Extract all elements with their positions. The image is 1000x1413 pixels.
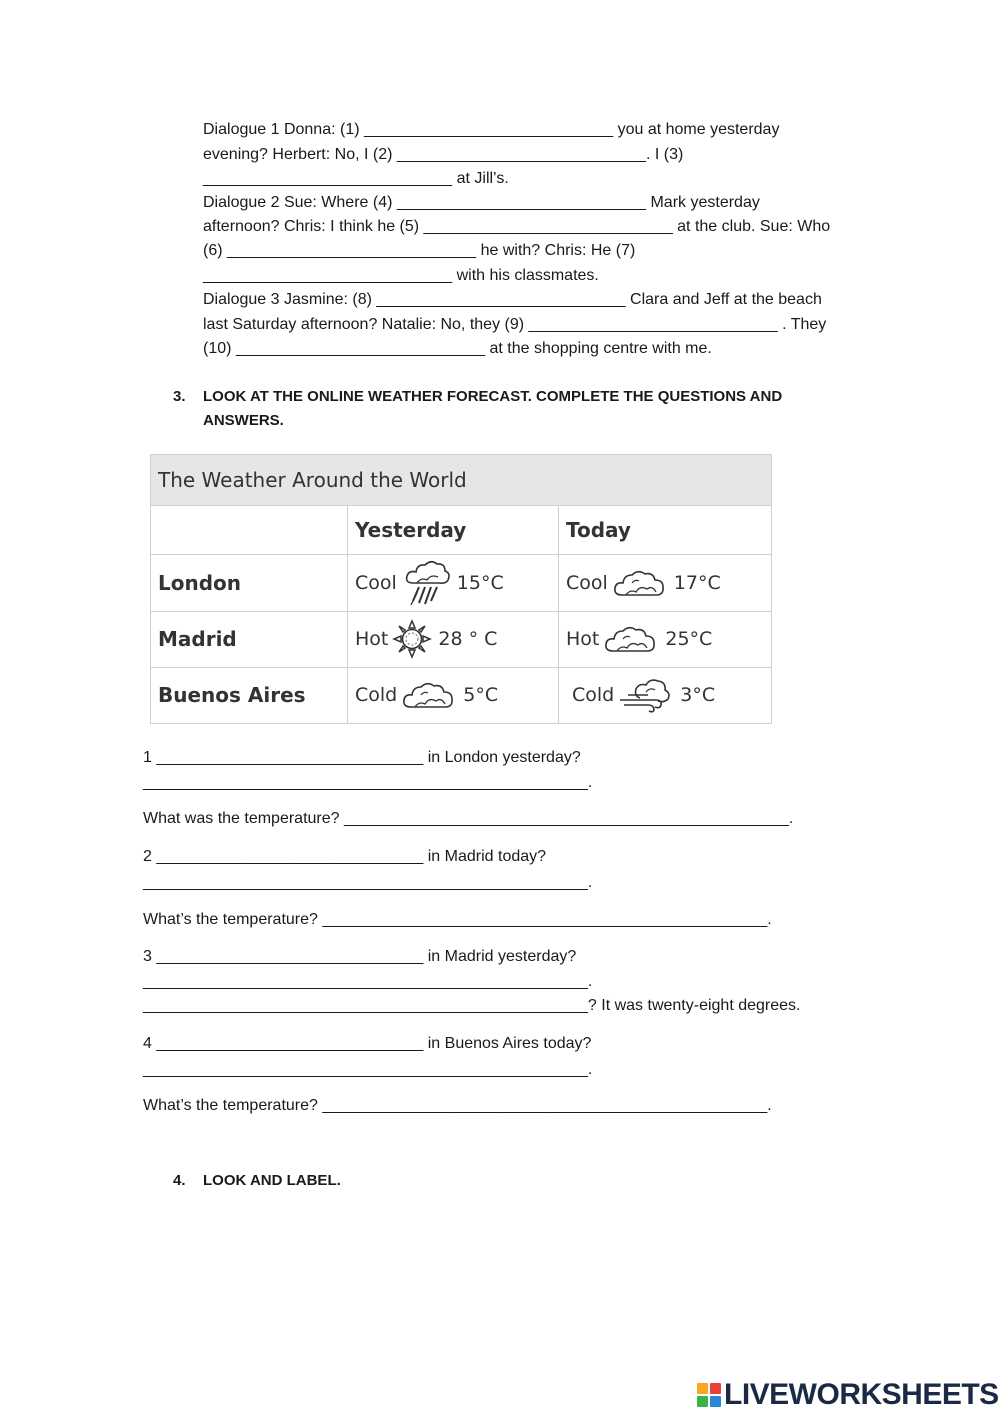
table-title: The Weather Around the World — [151, 455, 772, 506]
condition-label: Cold — [572, 684, 615, 707]
question-3: 3 ______________________________ in Madrid yesterday? — [143, 948, 577, 965]
dialogue-line: evening? Herbert: No, I (2) ____________________________. I (3) — [203, 146, 684, 163]
liveworksheets-logo — [697, 1378, 999, 1412]
city-buenos-aires: Buenos Aires — [151, 667, 348, 723]
condition-label: Hot — [355, 628, 389, 651]
table-row — [151, 611, 772, 667]
header-blank — [151, 506, 348, 555]
city-madrid: Madrid — [151, 611, 348, 667]
condition-label: Cool — [566, 571, 608, 594]
temperature-label: 15°C — [456, 571, 504, 594]
question-2: 2 ______________________________ in Madrid today? — [143, 848, 547, 865]
condition-label: Cool — [355, 571, 397, 594]
cloud-icon — [603, 621, 659, 657]
question-1: 1 ______________________________ in London yesterday? — [143, 749, 581, 766]
weather-cell — [348, 611, 559, 667]
cloud-icon — [612, 565, 668, 601]
wind-cloud-icon — [618, 676, 674, 714]
cloud-icon — [401, 677, 457, 713]
weather-cell — [559, 611, 772, 667]
dialogue-line: last Saturday afternoon? Natalie: No, they (9) ____________________________ . They — [203, 316, 827, 333]
weather-cell — [348, 555, 559, 611]
temperature-question-4: What’s the temperature? __________________________________________________. — [143, 1097, 772, 1114]
section-3-title-cont: ANSWERS. — [203, 412, 284, 429]
temperature-label: 5°C — [463, 684, 499, 707]
temperature-label: 28 ° C — [438, 628, 498, 651]
dialogue-line: ____________________________ with his classmates. — [203, 267, 599, 284]
condition-label: Hot — [566, 628, 600, 651]
header-yesterday: Yesterday — [348, 506, 559, 555]
section-4-number: 4. — [173, 1172, 186, 1189]
answer-4: __________________________________________________. — [143, 1061, 593, 1078]
question-4: 4 ______________________________ in Buenos Aires today? — [143, 1035, 592, 1052]
dialogue-line: afternoon? Chris: I think he (5) ____________________________ at the club. Sue: Who — [203, 218, 831, 235]
temperature-label: 17°C — [673, 571, 721, 594]
table-row — [151, 667, 772, 723]
dialogue-line: Dialogue 3 Jasmine: (8) ____________________________ Clara and Jeff at the beach — [203, 291, 822, 308]
weather-cell — [559, 667, 772, 723]
logo-text: LIVEWORKSHEETS — [724, 1378, 999, 1411]
logo-mark-icon — [697, 1383, 721, 1407]
temperature-label: 25°C — [665, 628, 713, 651]
weather-table — [150, 454, 772, 724]
city-london: London — [151, 555, 348, 611]
temperature-question-1: What was the temperature? __________________________________________________. — [143, 810, 794, 827]
weather-cell — [559, 555, 772, 611]
dialogue-line: (6) ____________________________ he with? Chris: He (7) — [203, 242, 636, 259]
sun-icon — [392, 619, 432, 659]
dialogue-line: Dialogue 2 Sue: Where (4) ____________________________ Mark yesterday — [203, 194, 760, 211]
answer-2: __________________________________________________. — [143, 874, 593, 891]
cloud-rain-icon — [401, 557, 451, 609]
dialogue-line: Dialogue 1 Donna: (1) ____________________________ you at home yesterday — [203, 121, 780, 138]
weather-cell — [348, 667, 559, 723]
header-today: Today — [559, 506, 772, 555]
table-row — [151, 555, 772, 611]
answer-3: __________________________________________________. — [143, 973, 593, 990]
section-3-number: 3. — [173, 388, 186, 405]
section-3-title: LOOK AT THE ONLINE WEATHER FORECAST. COMPLETE THE QUESTIONS AND — [203, 388, 783, 405]
dialogue-line: ____________________________ at Jill’s. — [203, 170, 509, 187]
section-4-title: LOOK AND LABEL. — [203, 1172, 341, 1189]
answer-1: __________________________________________________. — [143, 774, 593, 791]
temperature-question-3: __________________________________________________? It was twenty-eight degrees. — [143, 997, 801, 1014]
temperature-question-2: What’s the temperature? __________________________________________________. — [143, 911, 772, 928]
dialogue-line: (10) ____________________________ at the shopping centre with me. — [203, 340, 712, 357]
condition-label: Cold — [355, 684, 398, 707]
temperature-label: 3°C — [680, 684, 716, 707]
